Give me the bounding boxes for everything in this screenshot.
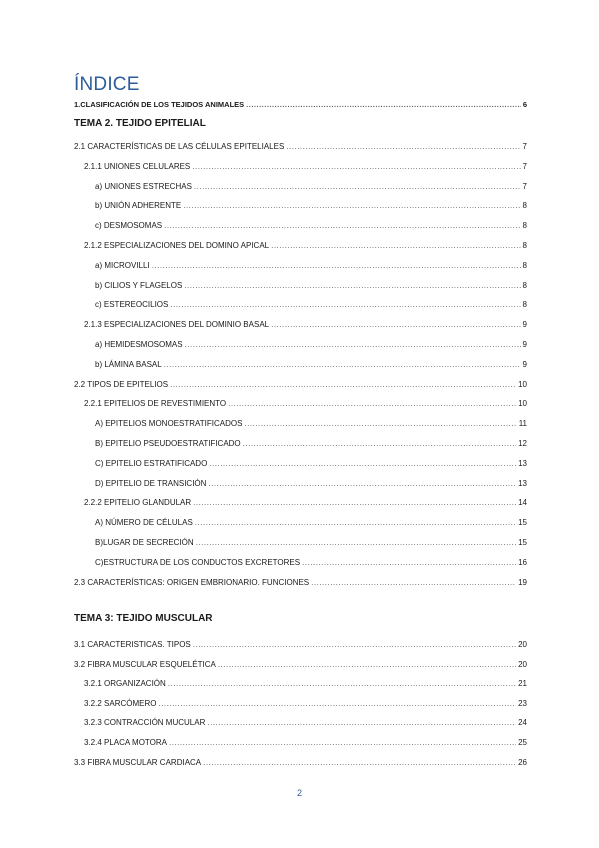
toc-entry-label: 1.CLASIFICACIÓN DE LOS TEJIDOS ANIMALES (74, 100, 245, 109)
toc-entry-page: 8 (522, 280, 527, 290)
toc-leader-dots (208, 478, 516, 489)
toc-entry-page: 20 (518, 659, 527, 669)
toc-entry-label: b) UNIÓN ADHERENTE (95, 201, 182, 211)
toc-leader-dots (207, 717, 516, 728)
toc-entry-page: 19 (518, 577, 527, 587)
toc-leader-dots (271, 240, 520, 251)
toc-entry[interactable] (84, 398, 527, 409)
toc-entry[interactable] (95, 359, 527, 370)
toc-entry-page: 9 (522, 340, 527, 349)
toc-entry-page: 7 (522, 161, 527, 171)
toc-leader-dots (192, 161, 520, 172)
toc-leader-dots (170, 299, 520, 310)
toc-leader-dots (218, 659, 516, 670)
toc-entry-label: b) CILIOS Y FLAGELOS (95, 280, 183, 290)
toc-leader-dots (302, 557, 516, 568)
toc-entry-label: a) HEMIDESMOSOMAS (95, 340, 183, 349)
toc-entry-page: 24 (518, 718, 527, 728)
toc-leader-dots (183, 200, 520, 211)
toc-entry-label: B)LUGAR DE SECRECIÓN (95, 538, 194, 547)
toc-leader-dots (271, 319, 520, 330)
toc-entry-page: 8 (522, 201, 527, 211)
toc-leader-dots (170, 379, 516, 390)
toc-entry[interactable] (95, 418, 527, 429)
toc-entry[interactable] (84, 319, 527, 330)
toc-entry-page: 13 (518, 458, 527, 468)
toc-entry-label: 2.2 TIPOS DE EPITELIOS (74, 379, 169, 389)
toc-leader-dots (152, 260, 521, 271)
toc-entry[interactable] (74, 639, 527, 650)
toc-entry[interactable] (95, 339, 527, 350)
toc-entry-page: 21 (518, 679, 527, 689)
toc-entry-label: C) EPITELIO ESTRATIFICADO (95, 458, 208, 468)
toc-entry-label: c) ESTEREOCILIOS (95, 300, 169, 310)
toc-entry-label: D) EPITELIO DE TRANSICIÓN (95, 478, 207, 488)
toc-entry-label: 3.2.1 ORGANIZACIÓN (84, 679, 166, 689)
toc-entry-page: 15 (518, 518, 527, 528)
toc-leader-dots (243, 438, 516, 449)
toc-leader-dots (194, 181, 521, 192)
toc-entry-page: 10 (518, 399, 527, 409)
toc-entry-page: 8 (522, 241, 527, 250)
toc-leader-dots (228, 398, 516, 409)
toc-entry[interactable] (74, 379, 527, 390)
toc-entry[interactable] (95, 181, 527, 192)
toc-entry-label: 3.3 FIBRA MUSCULAR CARDIACA (74, 757, 202, 767)
section-heading-tema3: TEMA 3: TEJIDO MUSCULAR (74, 613, 213, 624)
toc-leader-dots (195, 517, 516, 528)
toc-entry-label: a) MICROVILLI (95, 260, 150, 270)
toc-leader-dots (164, 359, 521, 370)
toc-entry-page: 10 (518, 379, 527, 389)
page-title: ÍNDICE (74, 74, 140, 95)
toc-entry[interactable] (95, 260, 527, 271)
toc-leader-dots (311, 577, 516, 588)
toc-entry-page: 9 (522, 359, 527, 369)
toc-entry[interactable] (95, 458, 527, 469)
toc-entry[interactable] (84, 678, 527, 689)
toc-leader-dots (185, 339, 521, 350)
toc-leader-dots (168, 678, 516, 689)
toc-entry-page: 6 (522, 100, 527, 109)
toc-entry-page: 7 (522, 142, 527, 151)
toc-entry-page: 25 (518, 738, 527, 747)
toc-entry[interactable] (95, 478, 527, 489)
toc-entry[interactable] (74, 757, 527, 768)
toc-entry-label: 2.2.2 EPITELIO GLANDULAR (84, 498, 192, 508)
toc-entry-label: A) EPITELIOS MONOESTRATIFICADOS (95, 419, 243, 429)
toc-entry-label: a) UNIONES ESTRECHAS (95, 181, 192, 191)
toc-leader-dots (209, 458, 516, 469)
toc-entry-page: 13 (518, 478, 527, 488)
page-number: 2 (296, 788, 302, 798)
toc-leader-dots (169, 737, 516, 748)
toc-entry-page: 7 (522, 181, 527, 191)
toc-entry-label: 3.1 CARACTERISTICAS. TIPOS (74, 640, 191, 649)
toc-entry-label: 2.1.1 UNIONES CELULARES (84, 161, 191, 171)
toc-entry[interactable] (74, 99, 527, 110)
toc-entry-page: 15 (518, 538, 527, 547)
toc-entry[interactable] (95, 200, 527, 211)
toc-entry[interactable] (95, 438, 527, 449)
toc-entry-page: 14 (518, 498, 527, 508)
toc-entry[interactable] (95, 299, 527, 310)
toc-entry-label: B) EPITELIO PSEUDOESTRATIFICADO (95, 439, 241, 448)
toc-entry-page: 23 (518, 698, 527, 708)
section-heading-tema2: TEMA 2. TEJIDO EPITELIAL (74, 118, 206, 129)
toc-entry-page: 11 (518, 419, 527, 429)
toc-entry-page: 26 (518, 757, 527, 767)
toc-entry-label: 2.3 CARACTERÍSTICAS: ORIGEN EMBRIONARIO. FUNCIONES (74, 577, 310, 587)
toc-entry-page: 8 (522, 260, 527, 270)
toc-entry[interactable] (84, 161, 527, 172)
toc-entry[interactable] (95, 220, 527, 231)
toc-entry[interactable] (84, 497, 527, 508)
toc-entry[interactable] (95, 537, 527, 548)
toc-entry-label: 3.2.3 CONTRACCIÓN MUCULAR (84, 718, 206, 728)
toc-leader-dots (196, 537, 516, 548)
toc-entry[interactable] (95, 517, 527, 528)
toc-entry[interactable] (95, 557, 527, 568)
toc-entry-page: 12 (518, 439, 527, 448)
toc-leader-dots (244, 418, 516, 429)
toc-entry-page: 20 (518, 640, 527, 649)
toc-entry-page: 9 (522, 320, 527, 330)
toc-entry[interactable] (74, 141, 527, 152)
toc-leader-dots (286, 141, 520, 152)
toc-entry[interactable] (74, 659, 527, 670)
toc-leader-dots (203, 757, 516, 768)
toc-leader-dots (158, 698, 516, 709)
toc-leader-dots (184, 280, 520, 291)
toc-entry-label: 2.1.2 ESPECIALIZACIONES DEL DOMINO APICAL (84, 241, 270, 250)
toc-entry-label: 2.1 CARACTERÍSTICAS DE LAS CÉLULAS EPITELIALES (74, 142, 285, 151)
toc-leader-dots (246, 99, 521, 110)
toc-entry[interactable] (74, 577, 527, 588)
toc-entry-label: 3.2 FIBRA MUSCULAR ESQUELÉTICA (74, 659, 216, 669)
toc-leader-dots (193, 497, 516, 508)
toc-entry[interactable] (84, 240, 527, 251)
toc-entry-label: A) NÚMERO DE CÉLULAS (95, 518, 193, 528)
toc-entry-page: 16 (518, 557, 527, 567)
toc-entry[interactable] (95, 280, 527, 291)
toc-entry-label: 2.2.1 EPITELIOS DE REVESTIMIENTO (84, 399, 227, 409)
toc-entry-label: 3.2.2 SARCÓMERO (84, 698, 157, 708)
toc-entry[interactable] (84, 737, 527, 748)
toc-entry-page: 8 (522, 300, 527, 310)
toc-entry[interactable] (84, 698, 527, 709)
toc-entry-label: c) DESMOSOMAS (95, 221, 163, 231)
toc-entry-label: C)ESTRUCTURA DE LOS CONDUCTOS EXCRETORES (95, 557, 301, 567)
toc-entry-label: 2.1.3 ESPECIALIZACIONES DEL DOMINIO BASAL (84, 320, 270, 330)
toc-entry-page: 8 (522, 221, 527, 231)
toc-entry-label: 3.2.4 PLACA MOTORA (84, 738, 167, 747)
toc-leader-dots (193, 639, 516, 650)
toc-leader-dots (164, 220, 520, 231)
toc-entry[interactable] (84, 717, 527, 728)
toc-entry-label: b) LÁMINA BASAL (95, 359, 162, 369)
